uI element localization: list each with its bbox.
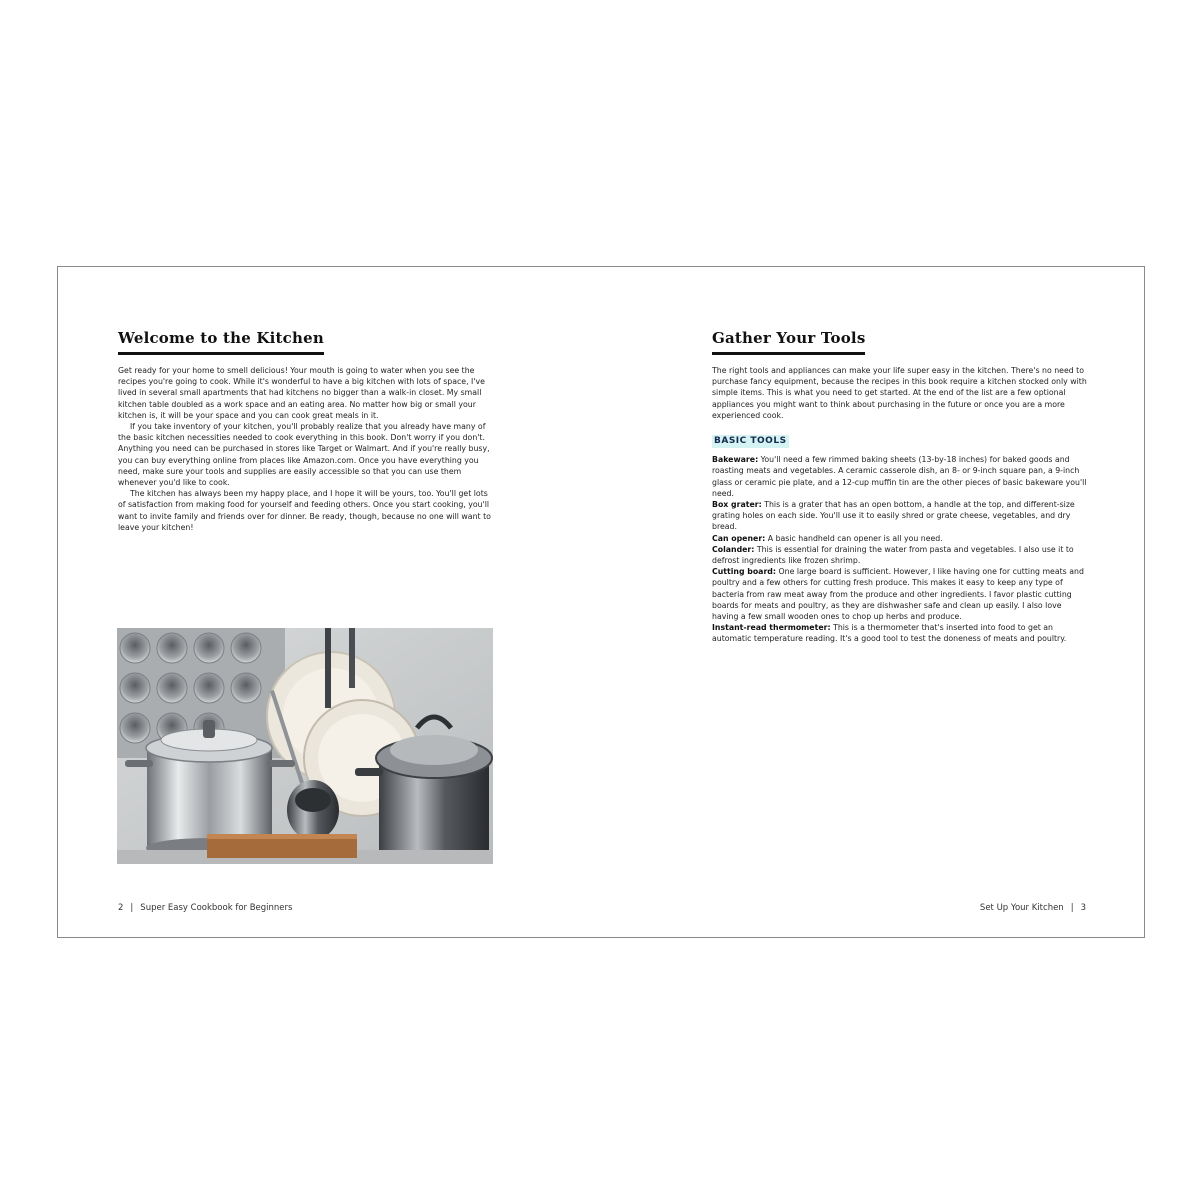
tool-entry xyxy=(712,533,1090,544)
kitchen-cookware-photo xyxy=(117,628,493,864)
right-folio xyxy=(980,903,1086,913)
tool-description: This is a thermometer that's inserted into food to get an automatic temperature reading. It's a good tool to test the doneness of meats and poultry. xyxy=(712,623,1067,644)
left-page-title: Welcome to the Kitchen xyxy=(118,329,324,355)
right-page-title: Gather Your Tools xyxy=(712,329,865,355)
tool-entry xyxy=(712,566,1090,622)
paragraph: The kitchen has always been my happy place, and I hope it will be yours, too. You'll get lots of satisfaction from making food for yourself and feeding others. Once you start cooking, you'll want to invite family and friends over for dinner. Be ready, though, because no one will want to leave your kitchen! xyxy=(118,489,491,532)
page-number: 3 xyxy=(1080,903,1086,913)
paragraph: Get ready for your home to smell delicious! Your mouth is going to water when you see the recipes you're going to cook. While it's wonderful to have a big kitchen with lots of space, I've lived in several small apartments that had kitchens no bigger than a walk-in closet. My small kitchen table doubled as a work space and an eating area. No matter how big or small your kitchen is, it will be your space and you can cook great meals in it. xyxy=(118,366,485,420)
folio-separator: | xyxy=(1070,903,1074,913)
tool-term: Bakeware: xyxy=(712,455,759,465)
running-title: Super Easy Cookbook for Beginners xyxy=(140,903,293,913)
tool-term: Can opener: xyxy=(712,533,766,543)
tool-description: This is essential for draining the water from pasta and vegetables. I also use it to defrost ingredients like frozen shrimp. xyxy=(712,544,1074,566)
tool-description: This is a grater that has an open bottom, a handle at the top, and different-size grating holes on each side. You'll use it to easily shred or grate cheese, vegetables, and dry bread. xyxy=(712,500,1075,532)
page-number: 2 xyxy=(118,903,124,913)
tool-entry xyxy=(712,454,1090,499)
left-folio xyxy=(118,903,292,913)
tool-entry xyxy=(712,544,1090,566)
right-page-body xyxy=(712,365,1090,645)
book-spread xyxy=(57,266,1145,938)
left-page-body xyxy=(118,365,493,533)
tool-description: One large board is sufficient. However, I like having one for cutting meats and poultry and a few others for cutting fresh produce. This makes it easy to keep any type of bacteria from raw meat away from the produce and other ingredients. I favor plastic cutting boards for meats and poultry, as they are dishwasher safe and clean up easily. I also love having a few small wooden ones to chop up herbs and produce. xyxy=(712,567,1084,622)
tool-term: Box grater: xyxy=(712,500,762,510)
running-title: Set Up Your Kitchen xyxy=(979,903,1064,913)
intro-paragraph: The right tools and appliances can make your life super easy in the kitchen. There's no need to purchase fancy equipment, because the recipes in this book require a kitchen stocked only with simple items. This is what you need to get started. At the end of the list are a few optional appliances you might want to think about purchasing in the future or once you are a more experienced cook. xyxy=(712,366,1087,420)
folio-separator: | xyxy=(130,903,134,913)
tool-description: A basic handheld can opener is all you need. xyxy=(767,533,943,543)
section-heading: BASIC TOOLS xyxy=(712,435,789,448)
tool-entry xyxy=(712,499,1090,533)
tool-description: You'll need a few rimmed baking sheets (13-by-18 inches) for baked goods and roasting meats and vegetables. A ceramic casserole dish, an 8- or 9-inch square pan, a 9-inch glass or ceramic pie plate, and a 12-cup muffin tin are the other pieces of basic bakeware you'll need. xyxy=(712,455,1087,498)
left-page xyxy=(58,267,602,937)
tool-term: Cutting board: xyxy=(712,567,776,577)
tool-term: Instant-read thermometer: xyxy=(712,623,831,633)
tool-term: Colander: xyxy=(712,544,755,554)
paragraph: If you take inventory of your kitchen, you'll probably realize that you already have many of the basic kitchen necessities needed to cook everything in this book. Don't worry if you don't. Anything you need can be purchased in stores like Target or Walmart. And if you're really busy, you can buy everything online from places like Amazon.com. Once you have everything you need, make sure your tools and supplies are easily accessible so that you can use them whenever you'd like to cook. xyxy=(118,422,490,488)
right-page xyxy=(602,267,1146,937)
tool-entry xyxy=(712,622,1090,644)
